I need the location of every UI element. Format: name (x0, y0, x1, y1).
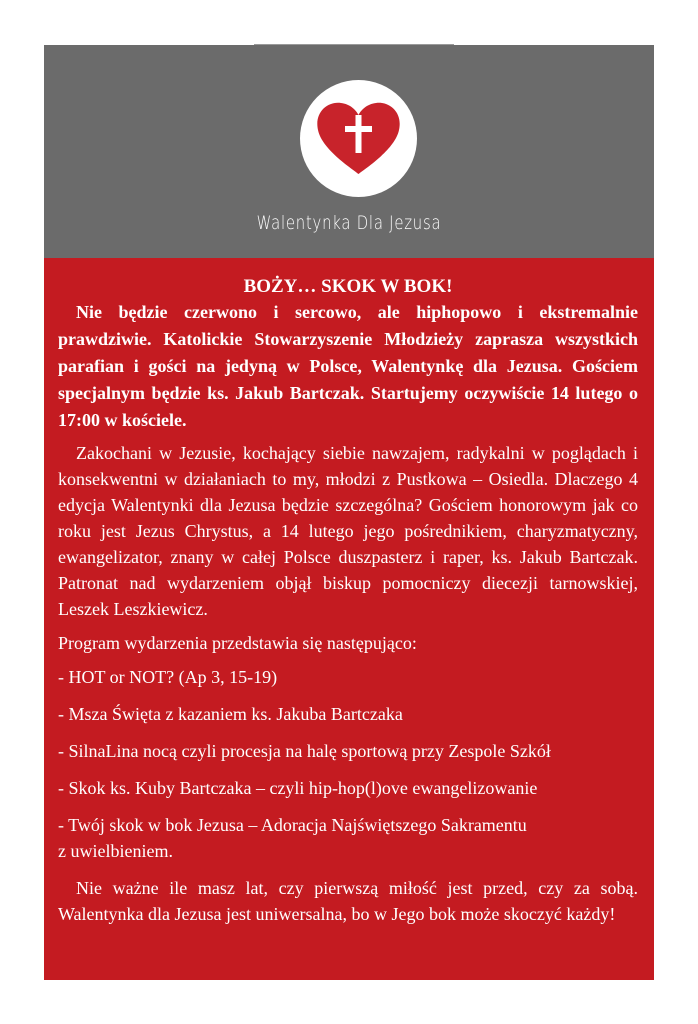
flyer-page (44, 44, 654, 980)
program-item: - Skok ks. Kuby Bartczaka – czyli hip-hop(l)ove ewangelizowanie (58, 778, 538, 798)
program-item: - Msza Święta z kazaniem ks. Jakuba Bartczaka (58, 704, 403, 724)
body-paragraph: Zakochani w Jezusie, kochający siebie nawzajem, radykalni w poglądach i konsekwentni w działaniach to my, młodzi z Pustkowa – Osiedla. Dlaczego 4 edycja Walentynki dla Jezusa będzie szczególna? Gościem honorowym jak co roku jest Jezus Chrystus, a 14 lutego jego pośrednikiem, charyzmatyczny, ewangelizator, znany w całej Polsce duszpasterz i raper, ks. Jakub Bartczak. Patronat nad wydarzeniem objął biskup pomocniczy diecezji tarnowskiej, Leszek Leszkiewicz. (58, 443, 638, 619)
program-item-text: - Twój skok w bok Jezusa – Adoracja Najświętszego Sakramentu (58, 815, 527, 835)
article-title: BOŻY… SKOK W BOK! (243, 276, 453, 297)
program-intro: Program wydarzenia przedstawia się następująco: (58, 633, 417, 653)
program-item: - HOT or NOT? (Ap 3, 15-19) (58, 667, 278, 687)
program-list (58, 664, 638, 864)
brand-wordmark: Walentynka Dla Jezusa (256, 212, 442, 234)
heart-with-cross-icon (300, 80, 417, 197)
program-item: - SilnaLina nocą czyli procesja na halę sportową przy Zespole Szkół (58, 741, 551, 761)
logo-badge (300, 80, 417, 197)
lead-paragraph: Nie będzie czerwono i sercowo, ale hiphopowo i ekstremalnie prawdziwie. Katolickie Stowarzyszenie Młodzieży zaprasza wszystkich parafian i gości na jedyną w Polsce, Walentynkę dla Jezusa. Gościem specjalnym będzie ks. Jakub Bartczak. Startujemy oczywiście 14 lutego o 17:00 w kościele. (58, 302, 638, 430)
header-banner (44, 45, 654, 258)
program-item-continuation: z uwielbieniem. (58, 841, 173, 861)
closing-paragraph: Nie ważne ile masz lat, czy pierwszą miłość jest przed, czy za sobą. Walentynka dla Jezusa jest uniwersalna, bo w Jego bok może skoczyć każdy! (58, 878, 638, 924)
program-item (58, 812, 638, 864)
article-panel (44, 258, 654, 980)
